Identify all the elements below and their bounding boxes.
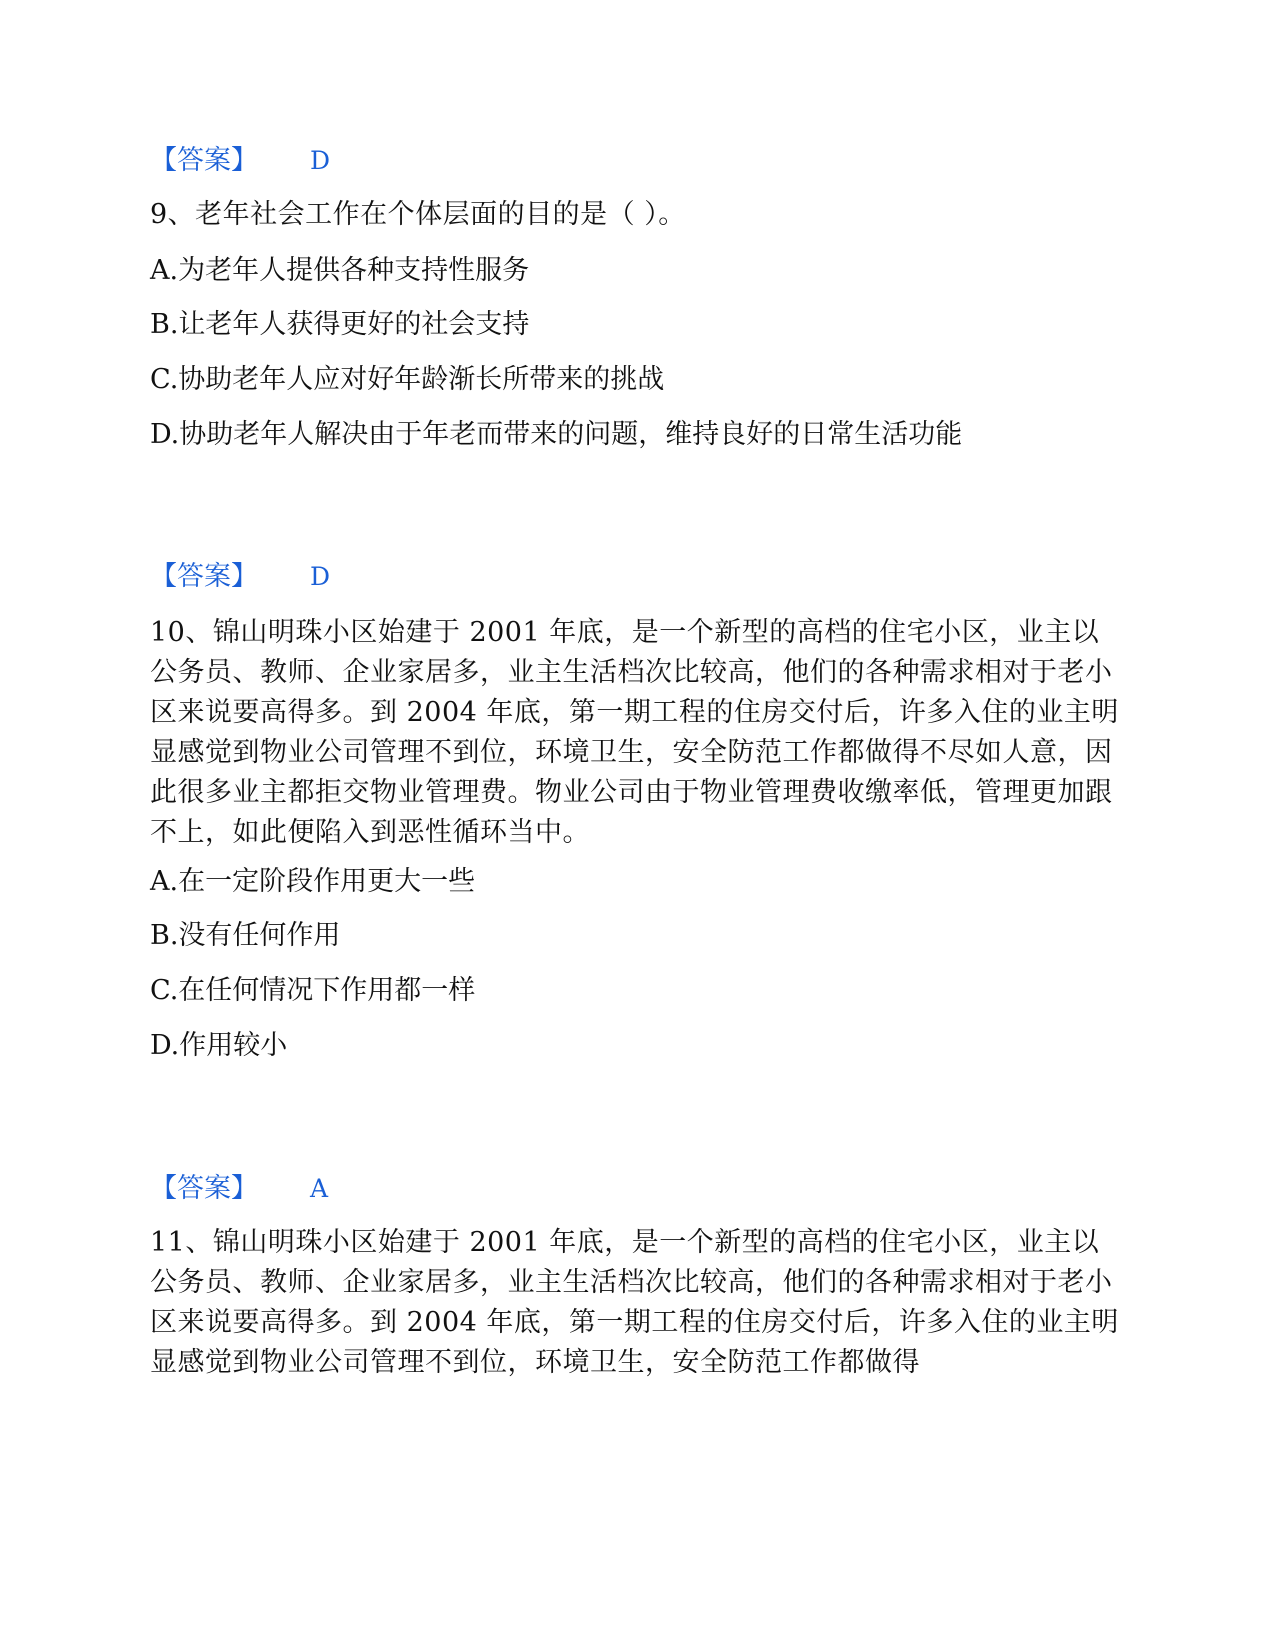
option-10-d: D.作用较小 [150, 1030, 288, 1061]
option-9-b: B.让老年人获得更好的社会支持 [150, 309, 530, 340]
answer-tag: 【答案】 [150, 145, 258, 176]
option-9-d: D.协助老年人解决由于年老而带来的问题，维持良好的日常生活功能 [150, 419, 963, 450]
option-10-a: A.在一定阶段作用更大一些 [150, 866, 476, 897]
question-9: 9、老年社会工作在个体层面的目的是（ ）。 [150, 199, 686, 230]
option-9-a: A.为老年人提供各种支持性服务 [150, 255, 530, 286]
question-10: 10、锦山明珠小区始建于 2001 年底，是一个新型的高档的住宅小区，业主以公务员、教师、企业家居多，业主生活档次比较高，他们的各种需求相对于老小区来说要高得多。到 2004 年底，第一期工程的住房交付后，许多入住的业主明显感觉到物业公司管理不到位，环境卫生，安全防范工作都做得不尽如人意，因此很多业主都拒交物业管理费。物业公司由于物业管理费收缴率低，管理更加跟不上，如此便陷入到恶性循环当中。 [150, 617, 1119, 848]
option-10-b: B.没有任何作用 [150, 920, 341, 951]
question-11: 11、锦山明珠小区始建于 2001 年底，是一个新型的高档的住宅小区，业主以公务员、教师、企业家居多，业主生活档次比较高，他们的各种需求相对于老小区来说要高得多。到 2004 年底，第一期工程的住房交付后，许多入住的业主明显感觉到物业公司管理不到位，环境卫生，安全防范工作都做得 [150, 1227, 1119, 1378]
answer-line-9 [150, 561, 330, 593]
option-9-c: C.协助老年人应对好年龄渐长所带来的挑战 [150, 364, 665, 395]
option-10-c: C.在任何情况下作用都一样 [150, 975, 476, 1006]
answer-value: D [310, 146, 331, 175]
answer-line-8 [150, 145, 330, 177]
answer-tag: 【答案】 [150, 1173, 258, 1204]
answer-line-10 [150, 1173, 328, 1205]
answer-value: A [310, 1174, 329, 1203]
answer-tag: 【答案】 [150, 561, 258, 592]
answer-value: D [310, 562, 331, 591]
